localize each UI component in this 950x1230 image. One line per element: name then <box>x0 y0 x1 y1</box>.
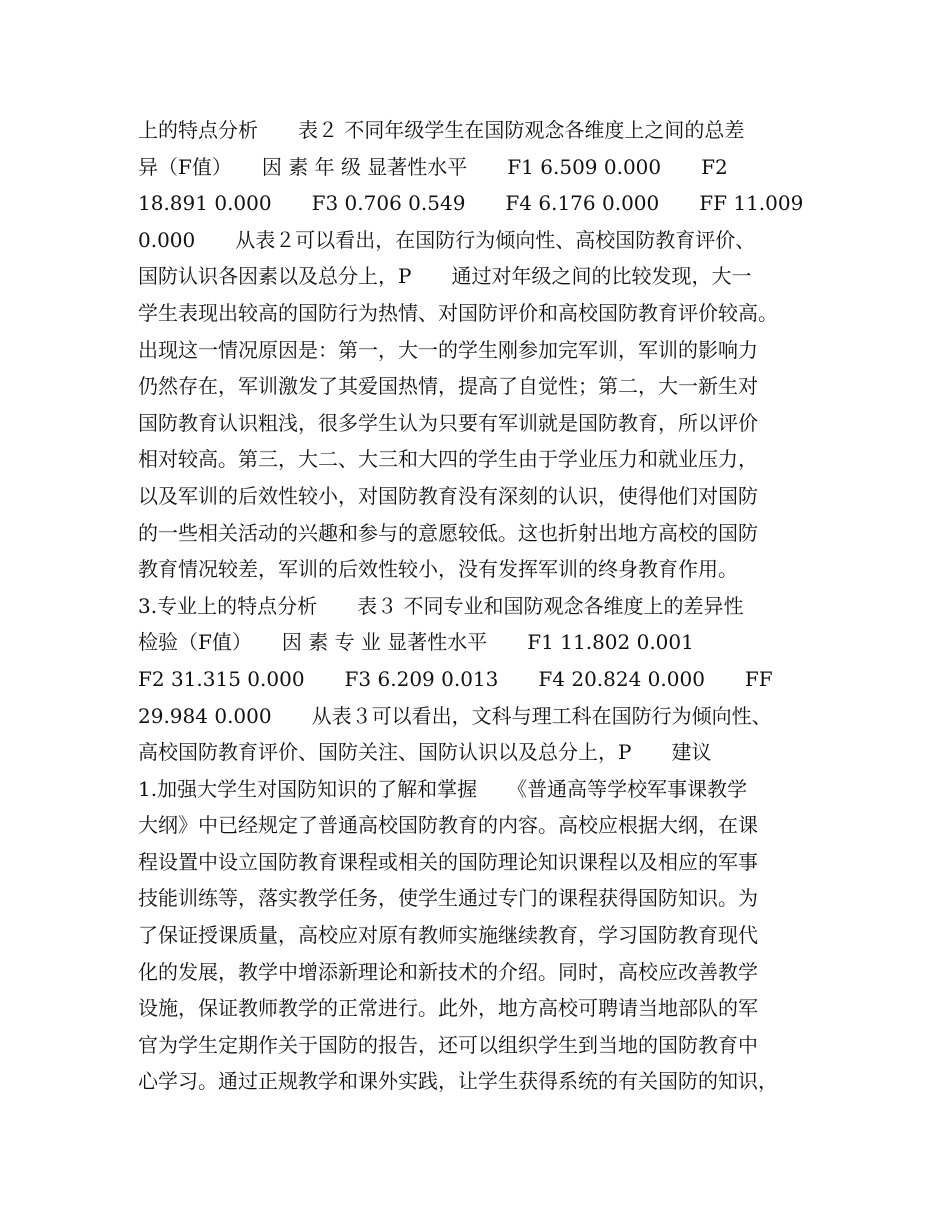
text-line: 29.984 0.000 从表３可以看出，文科与理工科在国防行为倾向性、 <box>138 703 772 728</box>
text-line: 3.专业上的特点分析 表３ 不同专业和国防观念各维度上的差异性 <box>138 593 744 618</box>
text-line: 18.891 0.000 F3 0.706 0.549 F4 6.176 0.000 FF 11.009 <box>138 191 804 216</box>
body-text <box>138 112 828 1100</box>
text-line: 国防教育认识粗浅，很多学生认为只要有军训就是国防教育，所以评价 <box>138 410 758 435</box>
text-line: 学生表现出较高的国防行为热情、对国防评价和高校国防教育评价较高。 <box>138 300 778 325</box>
text-line: 异（F值） 因 素 年 级 显著性水平 F1 6.509 0.000 F2 <box>138 154 728 179</box>
text-line: 相对较高。第三，大二、大三和大四的学生由于学业压力和就业压力， <box>138 447 758 472</box>
text-line: 心学习。通过正规教学和课外实践，让学生获得系统的有关国防的知识， <box>138 1069 778 1094</box>
text-line: 0.000 从表２可以看出，在国防行为倾向性、高校国防教育评价、 <box>138 227 756 252</box>
text-line: F2 31.315 0.000 F3 6.209 0.013 F4 20.824 0.000 FF <box>138 666 773 691</box>
text-line: 了保证授课质量，高校应对原有教师实施继续教育，学习国防教育现代 <box>138 923 758 948</box>
text-line: 出现这一情况原因是：第一，大一的学生刚参加完军训，军训的影响力 <box>138 337 758 362</box>
text-line: 设施，保证教师教学的正常进行。此外，地方高校可聘请当地部队的军 <box>138 996 758 1021</box>
text-line: 仍然存在，军训激发了其爱国热情，提高了自觉性；第二，大一新生对 <box>138 374 758 399</box>
text-line: 教育情况较差，军训的后效性较小，没有发挥军训的终身教育作用。 <box>138 557 738 582</box>
text-line: 程设置中设立国防教育课程或相关的国防理论知识课程以及相应的军事 <box>138 849 758 874</box>
text-line: 官为学生定期作关于国防的报告，还可以组织学生到当地的国防教育中 <box>138 1032 758 1057</box>
text-line: 高校国防教育评价、国防关注、国防认识以及总分上，P 建议 <box>138 740 712 765</box>
text-line: 技能训练等，落实教学任务，使学生通过专门的课程获得国防知识。为 <box>138 886 758 911</box>
text-line: 1.加强大学生对国防知识的了解和掌握 《普通高等学校军事课教学 <box>138 776 748 801</box>
text-line: 化的发展，教学中增添新理论和新技术的介绍。同时，高校应改善教学 <box>138 959 758 984</box>
text-line: 大纲》中已经规定了普通高校国防教育的内容。高校应根据大纲，在课 <box>138 813 758 838</box>
text-line: 的一些相关活动的兴趣和参与的意愿较低。这也折射出地方高校的国防 <box>138 520 758 545</box>
text-line: 上的特点分析 表２ 不同年级学生在国防观念各维度上之间的总差 <box>138 118 745 142</box>
text-line: 国防认识各因素以及总分上，P 通过对年级之间的比较发现，大一 <box>138 264 752 289</box>
text-line: 检验（F值） 因 素 专 业 显著性水平 F1 11.802 0.001 <box>138 630 694 655</box>
text-line: 以及军训的后效性较小，对国防教育没有深刻的认识，使得他们对国防 <box>138 483 758 508</box>
